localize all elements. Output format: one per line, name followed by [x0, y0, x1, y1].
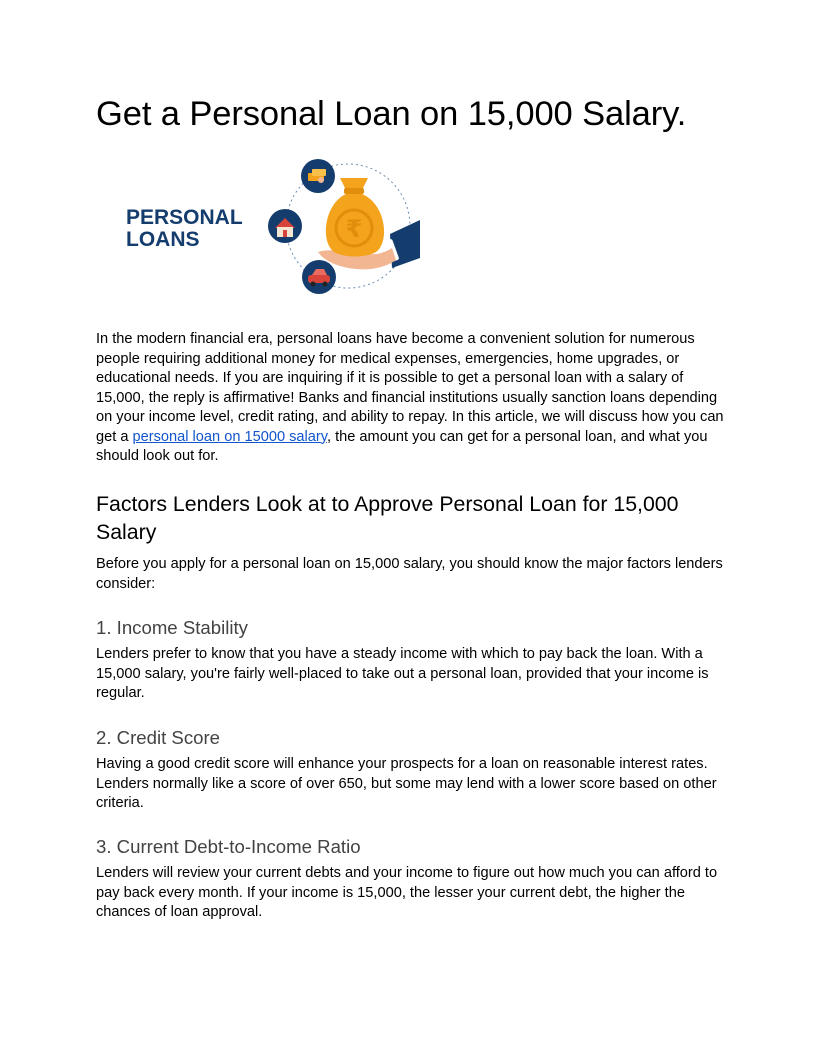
hero-label-line1: PERSONAL: [126, 206, 243, 229]
page-title: Get a Personal Loan on 15,000 Salary.: [96, 95, 687, 133]
factor-body-income-stability: Lenders prefer to know that you have a steady income with which to pay back the loan. With a 15,000 salary, you're fairly well-placed to take out a personal loan, provided that your income is regular.: [96, 646, 709, 701]
car-icon: [302, 260, 336, 294]
factor-body-credit-score: Having a good credit score will enhance your prospects for a loan on reasonable interest rates. Lenders normally like a score of over 650, but some may lend with a lower score based on other criteria.: [96, 756, 717, 811]
hero-label-line2: LOANS: [126, 228, 200, 251]
section-intro-paragraph: Before you apply for a personal loan on 15,000 salary, you should know the major factors lenders consider:: [96, 556, 723, 592]
money-bag-icon: [326, 178, 384, 257]
intro-text-before-link: In the modern financial era, personal loans have become a convenient solution for numerous people requiring additional money for medical expenses, emergencies, home upgrades, or educational needs. If you are inquiring if it is possible to get a personal loan with a salary of 15,000, the reply is affirmative! Banks and financial institutions usually sanction loans depending on your income level, credit rating, and ability to repay. In this article, we will discuss how you can get a: [96, 331, 724, 445]
personal-loans-hero-image: [120, 156, 420, 300]
section-heading: Factors Lenders Look at to Approve Personal Loan for 15,000 Salary: [96, 492, 679, 544]
factor-heading-debt-to-income: 3. Current Debt-to-Income Ratio: [96, 836, 361, 857]
money-stack-icon: [301, 159, 335, 193]
intro-paragraph: [96, 330, 728, 467]
intro-text-after-link: , the amount you can get for a personal loan, and what you should look out for.: [96, 428, 708, 464]
factor-heading-income-stability: 1. Income Stability: [96, 617, 248, 638]
rupee-symbol: ₹: [345, 215, 363, 243]
factor-body-debt-to-income: Lenders will review your current debts and your income to figure out how much you can afford to pay back every month. If your income is 15,000, the lesser your current debt, the higher the chances of loan approval.: [96, 865, 718, 920]
home-icon: [268, 209, 302, 243]
personal-loan-link[interactable]: personal loan on 15000 salary: [132, 428, 327, 445]
factor-heading-credit-score: 2. Credit Score: [96, 727, 221, 748]
